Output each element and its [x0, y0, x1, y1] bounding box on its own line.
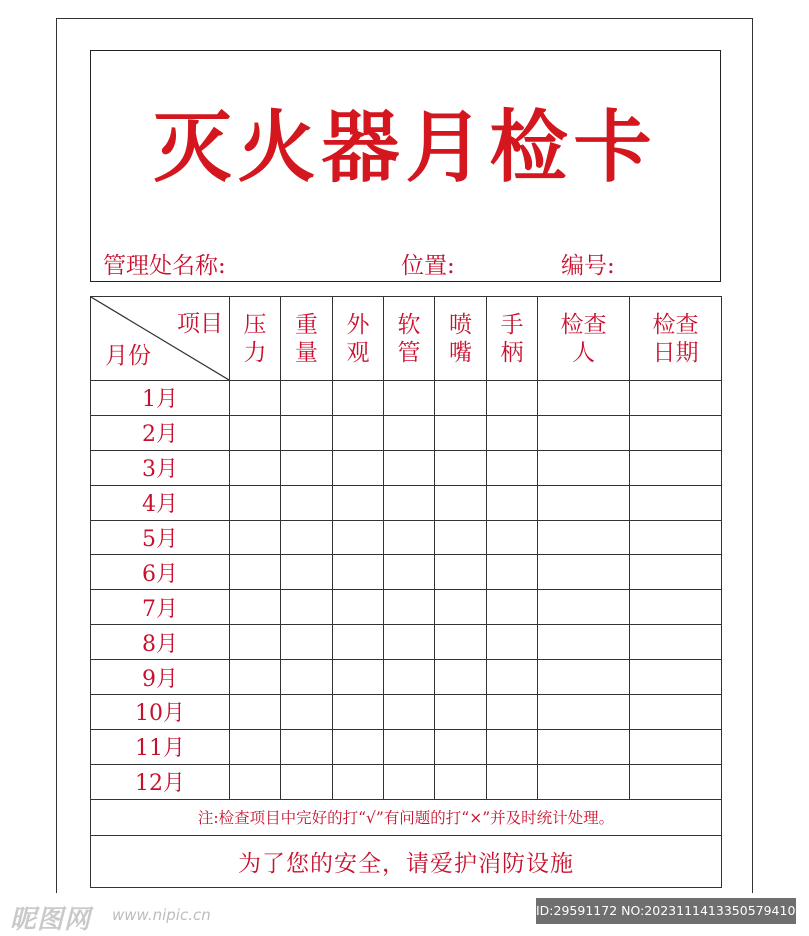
column-header-line: 检查: [560, 311, 607, 338]
check-cell[interactable]: [435, 764, 487, 799]
number-label: 编号:: [561, 253, 615, 279]
check-cell[interactable]: [281, 415, 333, 450]
table-row: [91, 660, 722, 695]
check-cell[interactable]: [538, 450, 630, 485]
table-row: [91, 729, 722, 764]
month-label: 10月: [91, 695, 230, 730]
month-label: 7月: [91, 590, 230, 625]
column-header-line: 压: [243, 311, 267, 338]
month-label: 6月: [91, 555, 230, 590]
check-cell[interactable]: [384, 450, 435, 485]
check-cell[interactable]: [538, 660, 630, 695]
column-header-line: 量: [295, 339, 318, 366]
table-row: [91, 695, 722, 730]
check-cell[interactable]: [487, 625, 538, 660]
check-cell[interactable]: [384, 520, 435, 555]
check-cell[interactable]: [630, 555, 722, 590]
column-header: [230, 297, 281, 381]
check-cell[interactable]: [630, 695, 722, 730]
check-cell[interactable]: [384, 660, 435, 695]
table-row: [91, 555, 722, 590]
check-cell[interactable]: [435, 590, 487, 625]
check-cell[interactable]: [630, 660, 722, 695]
check-cell[interactable]: [630, 729, 722, 764]
note-text: 注:检查项目中完好的打“√”有问题的打“×”并及时统计处理。: [91, 799, 722, 835]
check-cell[interactable]: [538, 764, 630, 799]
month-label: 3月: [91, 450, 230, 485]
check-cell[interactable]: [538, 555, 630, 590]
month-label: 9月: [91, 660, 230, 695]
check-cell[interactable]: [538, 729, 630, 764]
check-cell[interactable]: [487, 764, 538, 799]
column-header-line: 力: [243, 339, 267, 366]
check-cell[interactable]: [435, 695, 487, 730]
check-cell[interactable]: [435, 381, 487, 416]
note-row: [91, 799, 722, 835]
watermark-logo: 昵图网: [10, 905, 92, 935]
check-cell[interactable]: [230, 450, 281, 485]
check-cell[interactable]: [333, 415, 384, 450]
check-cell[interactable]: [384, 590, 435, 625]
check-cell[interactable]: [281, 660, 333, 695]
check-cell[interactable]: [281, 555, 333, 590]
check-cell[interactable]: [384, 381, 435, 416]
watermark-footer: [0, 893, 809, 935]
check-cell[interactable]: [538, 485, 630, 520]
check-cell[interactable]: [384, 729, 435, 764]
card-title: 灭火器月检卡: [153, 103, 658, 193]
month-label: 12月: [91, 764, 230, 799]
check-cell[interactable]: [333, 590, 384, 625]
check-cell[interactable]: [384, 764, 435, 799]
table-row: [91, 485, 722, 520]
header-row: [91, 297, 722, 381]
check-cell[interactable]: [538, 415, 630, 450]
table-row: [91, 450, 722, 485]
check-cell[interactable]: [281, 381, 333, 416]
check-cell[interactable]: [281, 625, 333, 660]
check-cell[interactable]: [487, 450, 538, 485]
column-header-line: 外: [346, 311, 370, 338]
check-cell[interactable]: [230, 381, 281, 416]
column-header-line: 软: [397, 311, 421, 338]
check-cell[interactable]: [333, 520, 384, 555]
column-header-line: 人: [572, 339, 595, 366]
check-cell[interactable]: [230, 625, 281, 660]
month-label: 2月: [91, 415, 230, 450]
month-label: 8月: [91, 625, 230, 660]
check-cell[interactable]: [487, 695, 538, 730]
month-label: 4月: [91, 485, 230, 520]
check-cell[interactable]: [230, 555, 281, 590]
check-cell[interactable]: [435, 415, 487, 450]
check-cell[interactable]: [487, 485, 538, 520]
column-header: [281, 297, 333, 381]
check-cell[interactable]: [333, 695, 384, 730]
check-cell[interactable]: [630, 381, 722, 416]
column-header: [487, 297, 538, 381]
column-header-line: 喷: [449, 311, 472, 338]
check-cell[interactable]: [487, 660, 538, 695]
check-cell[interactable]: [333, 381, 384, 416]
inspection-table: [90, 296, 722, 888]
column-header-line: 观: [346, 339, 370, 366]
check-cell[interactable]: [435, 625, 487, 660]
check-cell[interactable]: [230, 729, 281, 764]
check-cell[interactable]: [230, 485, 281, 520]
check-cell[interactable]: [487, 590, 538, 625]
column-header: [384, 297, 435, 381]
check-cell[interactable]: [333, 555, 384, 590]
column-header: [333, 297, 384, 381]
check-cell[interactable]: [333, 625, 384, 660]
check-cell[interactable]: [384, 485, 435, 520]
column-header-line: 日期: [652, 339, 699, 366]
check-cell[interactable]: [435, 485, 487, 520]
column-header-line: 管: [397, 339, 421, 366]
image-id-bar: ID:29591172 NO:20231114133505794107: [536, 898, 796, 924]
check-cell[interactable]: [538, 520, 630, 555]
check-cell[interactable]: [630, 590, 722, 625]
check-cell[interactable]: [487, 415, 538, 450]
check-cell[interactable]: [281, 485, 333, 520]
check-cell[interactable]: [384, 625, 435, 660]
month-label: 11月: [91, 729, 230, 764]
check-cell[interactable]: [435, 450, 487, 485]
table-row: [91, 381, 722, 416]
column-header: [435, 297, 487, 381]
check-cell[interactable]: [333, 764, 384, 799]
check-cell[interactable]: [384, 415, 435, 450]
check-cell[interactable]: [630, 625, 722, 660]
check-cell[interactable]: [230, 590, 281, 625]
check-cell[interactable]: [230, 695, 281, 730]
column-header-line: 柄: [500, 339, 524, 366]
check-cell[interactable]: [230, 415, 281, 450]
check-cell[interactable]: [538, 695, 630, 730]
column-header-line: 手: [500, 311, 524, 338]
check-cell[interactable]: [435, 555, 487, 590]
check-cell[interactable]: [230, 764, 281, 799]
corner-month-label: 月份: [105, 343, 151, 369]
column-header: [538, 297, 630, 381]
table-row: [91, 520, 722, 555]
check-cell[interactable]: [281, 450, 333, 485]
check-cell[interactable]: [630, 520, 722, 555]
safety-slogan: 为了您的安全，请爱护消防设施: [91, 835, 722, 887]
check-cell[interactable]: [333, 729, 384, 764]
month-label: 5月: [91, 520, 230, 555]
check-cell[interactable]: [281, 729, 333, 764]
check-cell[interactable]: [333, 660, 384, 695]
check-cell[interactable]: [538, 625, 630, 660]
check-cell[interactable]: [487, 520, 538, 555]
office-name-label: 管理处名称:: [103, 253, 226, 279]
column-header-line: 检查: [652, 311, 699, 338]
check-cell[interactable]: [630, 450, 722, 485]
card-header: [90, 50, 721, 282]
check-cell[interactable]: [538, 590, 630, 625]
corner-item-label: 项目: [177, 311, 223, 337]
slogan-row: [91, 835, 722, 887]
check-cell[interactable]: [435, 520, 487, 555]
check-cell[interactable]: [435, 660, 487, 695]
check-cell[interactable]: [630, 764, 722, 799]
check-cell[interactable]: [230, 660, 281, 695]
check-cell[interactable]: [281, 520, 333, 555]
check-cell[interactable]: [384, 555, 435, 590]
check-cell[interactable]: [630, 485, 722, 520]
check-cell[interactable]: [538, 381, 630, 416]
check-cell[interactable]: [435, 729, 487, 764]
table-row: [91, 625, 722, 660]
location-label: 位置:: [401, 253, 455, 279]
corner-cell: [91, 297, 230, 381]
table-row: [91, 764, 722, 799]
table-row: [91, 415, 722, 450]
check-cell[interactable]: [487, 729, 538, 764]
check-cell[interactable]: [281, 590, 333, 625]
check-cell[interactable]: [333, 485, 384, 520]
month-label: 1月: [91, 381, 230, 416]
check-cell[interactable]: [333, 450, 384, 485]
column-header-line: 嘴: [449, 339, 472, 366]
check-cell[interactable]: [281, 764, 333, 799]
check-cell[interactable]: [230, 520, 281, 555]
column-header-line: 重: [295, 311, 318, 338]
check-cell[interactable]: [487, 381, 538, 416]
check-cell[interactable]: [487, 555, 538, 590]
column-header: [630, 297, 722, 381]
check-cell[interactable]: [630, 415, 722, 450]
check-cell[interactable]: [281, 695, 333, 730]
table-row: [91, 590, 722, 625]
watermark-url: www.nipic.cn: [112, 906, 211, 924]
check-cell[interactable]: [384, 695, 435, 730]
